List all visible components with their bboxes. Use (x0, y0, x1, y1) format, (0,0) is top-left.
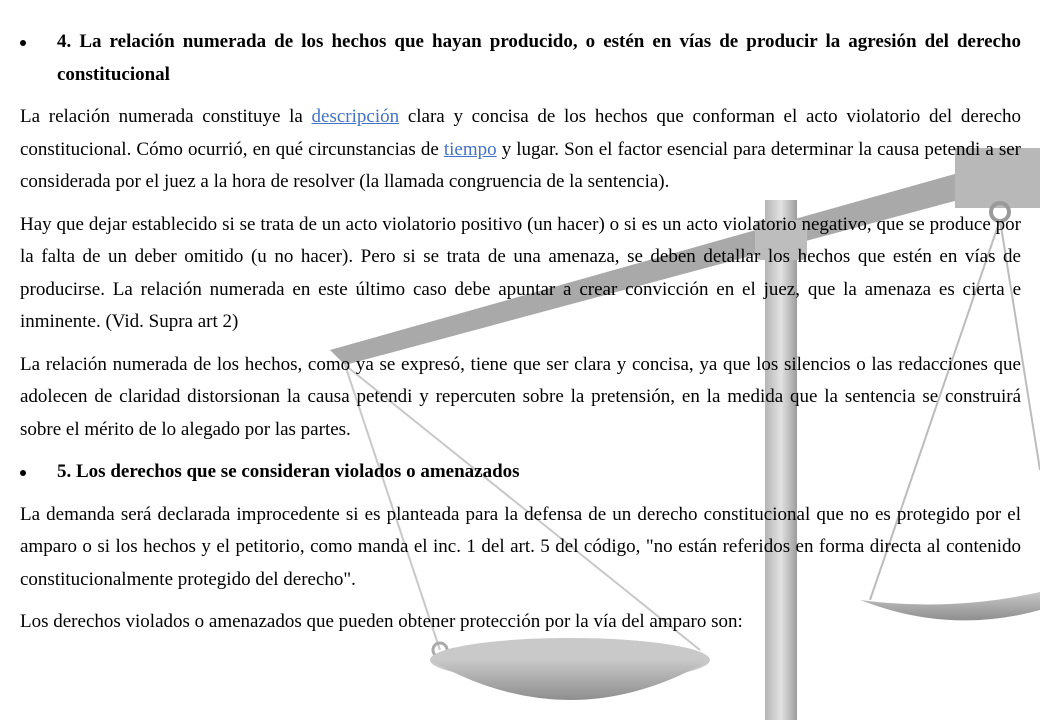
paragraph-demanda-improcedente: La demanda será declarada improcedente si es planteada para la defensa de un derecho constitucional que no es protegido por el amparo o si los hechos y el petitorio, como manda el inc. 1 del art. 5 del código, "no están referidos en forma directa al contenido constitucionalmente protegido del derecho". (20, 503, 1021, 590)
document-body (20, 26, 1021, 649)
paragraph-acto-violatorio: Hay que dejar establecido si se trata de un acto violatorio positivo (un hacer) o si es un acto violatorio negativo, que se produce por la falta de un deber omitido (u no hacer). Pero si se trata de una amenaza, se deben detallar los hechos que estén en vías de producirse. La relación numerada en este último caso debe apuntar a crear convicción en el juez, que la amenaza es cierta e inminente. (Vid. Supra art 2) (20, 213, 1021, 332)
item-4-heading: 4. La relación numerada de los hechos que hayan producido, o estén en vías de producir la agresión del derecho constitucional (57, 31, 1021, 85)
list-item-5 (20, 456, 1021, 489)
list-item-4 (20, 26, 1021, 91)
tiempo-link[interactable]: tiempo (443, 138, 497, 160)
item-5-heading: 5. Los derechos que se consideran violados o amenazados (57, 461, 520, 482)
paragraph-clara-concisa: La relación numerada de los hechos, como ya se expresó, tiene que ser clara y concisa, ya que los silencios o las redacciones que adolecen de claridad distorsionan la causa petendi y repercuten sobre la pretensión, en la medida que la sentencia se construirá sobre el mérito de lo alegado por las partes. (20, 353, 1021, 440)
paragraph-derechos-violados: Los derechos violados o amenazados que pueden obtener protección por la vía del amparo son: (20, 611, 743, 632)
paragraph-relacion-numerada (20, 101, 1021, 199)
paragraph-text: clara y concisa de los hechos que conforman el acto violatorio del derecho constitucional. Cómo ocurrió, en qué circunstancias de (20, 106, 1021, 160)
paragraph-text: y lugar. Son el factor esencial para determinar la causa petendi a ser considerada por el juez a la hora de resolver (la llamada congruencia de la sentencia). (20, 138, 1021, 192)
descripcion-link[interactable]: descripción (311, 106, 400, 127)
bullet-icon (20, 470, 26, 476)
paragraph-text: La relación numerada constituye la (20, 106, 312, 127)
bullet-icon (20, 40, 26, 46)
